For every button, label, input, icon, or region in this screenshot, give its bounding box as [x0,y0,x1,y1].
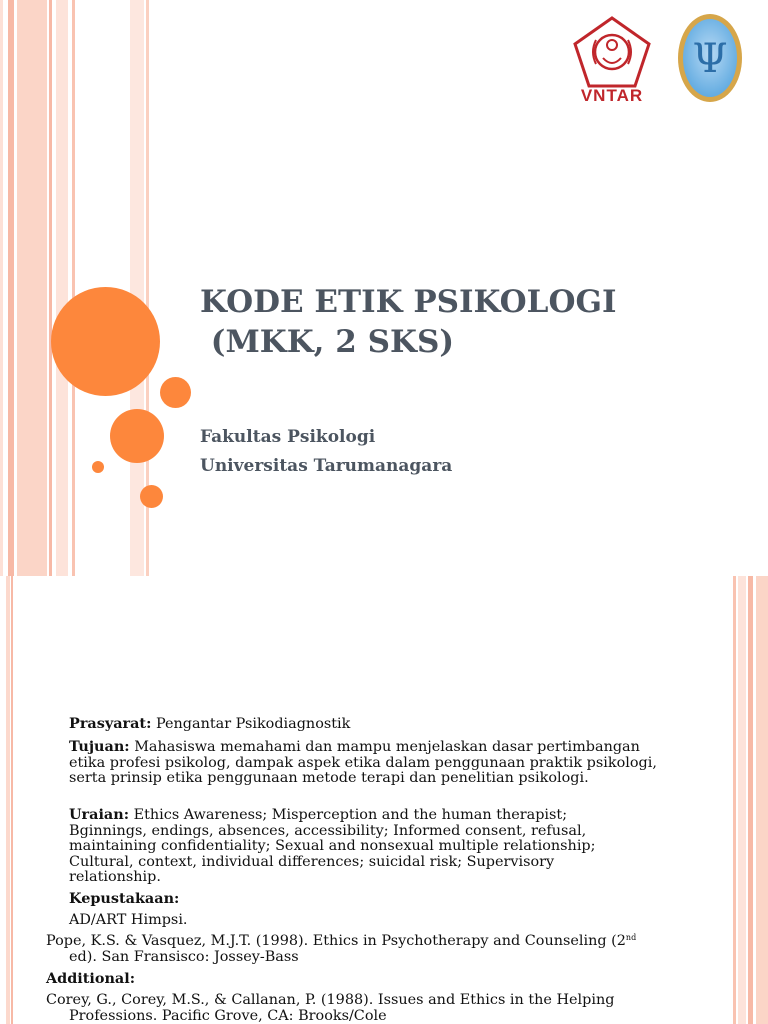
title-line-1: KODE ETIK PSIKOLOGI [200,284,617,320]
uraian-label: Uraian: [69,806,130,823]
stripe-decoration [0,0,3,576]
stripe-decoration [738,576,746,1024]
prasyarat-text: Pengantar Psikodiagnostik [151,716,351,732]
decorative-circle-large [51,287,160,396]
ref3-text: Corey, G., Corey, M.S., & Callanan, P. (1988). Issues and Ethics in the Helping Professions. Pacific Grove, CA: Brooks/Cole [46,992,615,1024]
title-line-2: (MKK, 2 SKS) [200,324,454,360]
psychology-logo [676,12,744,104]
stripe-decoration [49,0,52,576]
stripe-decoration [56,0,68,576]
tujuan-paragraph [69,739,669,787]
slide-title [200,282,616,362]
prasyarat-paragraph [69,716,669,733]
course-info-slide [0,576,768,1024]
reference-item [46,993,699,1024]
ref2-rest: ed). San Fransisco: Jossey-Bass [69,948,299,965]
prasyarat-label: Prasyarat: [69,715,152,732]
svg-text:VNTAR: VNTAR [580,86,644,104]
ref2-superscript: nd [625,933,637,942]
untar-logo [563,12,661,104]
stripe-decoration [8,0,14,576]
stripe-decoration [11,576,13,1024]
stripe-decoration [17,0,47,576]
university-name: Universitas Tarumanagara [200,456,453,476]
stripe-decoration [756,576,768,1024]
ref2-main: Pope, K.S. & Vasquez, M.J.T. (1998). Ethics in Psychotherapy and Counseling (2 [46,933,626,949]
additional-label: Additional: [46,970,136,987]
stripe-decoration [748,576,753,1024]
faculty-name: Fakultas Psikologi [200,427,376,447]
reference-item [46,934,699,965]
tujuan-label: Tujuan: [69,738,130,755]
decorative-circle [110,409,164,463]
svg-text:Ψ: Ψ [692,36,728,82]
decorative-circle [160,377,191,408]
stripe-decoration [733,576,736,1024]
decorative-circle [140,485,163,508]
tujuan-text: Mahasiswa memahami dan mampu menjelaskan dasar pertimbangan etika profesi psikolog, dampak aspek etika dalam penggunaan praktik psikologi, serta prinsip etika penggunaan metode terapi dan penelitian psikologi. [69,739,657,786]
kepustakaan-heading [69,891,179,908]
decorative-circle-small [92,461,104,473]
stripe-decoration [6,576,10,1024]
uraian-text: Ethics Awareness; Misperception and the human therapist; Bginnings, endings, absences, accessibility; Informed consent, refusal, maintaining confidentiality; Sexual and nonsexual multiple relationship; Cultural, context, individual differences; suicidal risk; Supervisory relationship. [69,807,596,885]
reference-item: AD/ART Himpsi. [69,912,188,928]
stripe-decoration [72,0,75,576]
kepustakaan-label: Kepustakaan: [69,890,180,907]
additional-heading [46,971,135,988]
uraian-paragraph [69,807,629,886]
